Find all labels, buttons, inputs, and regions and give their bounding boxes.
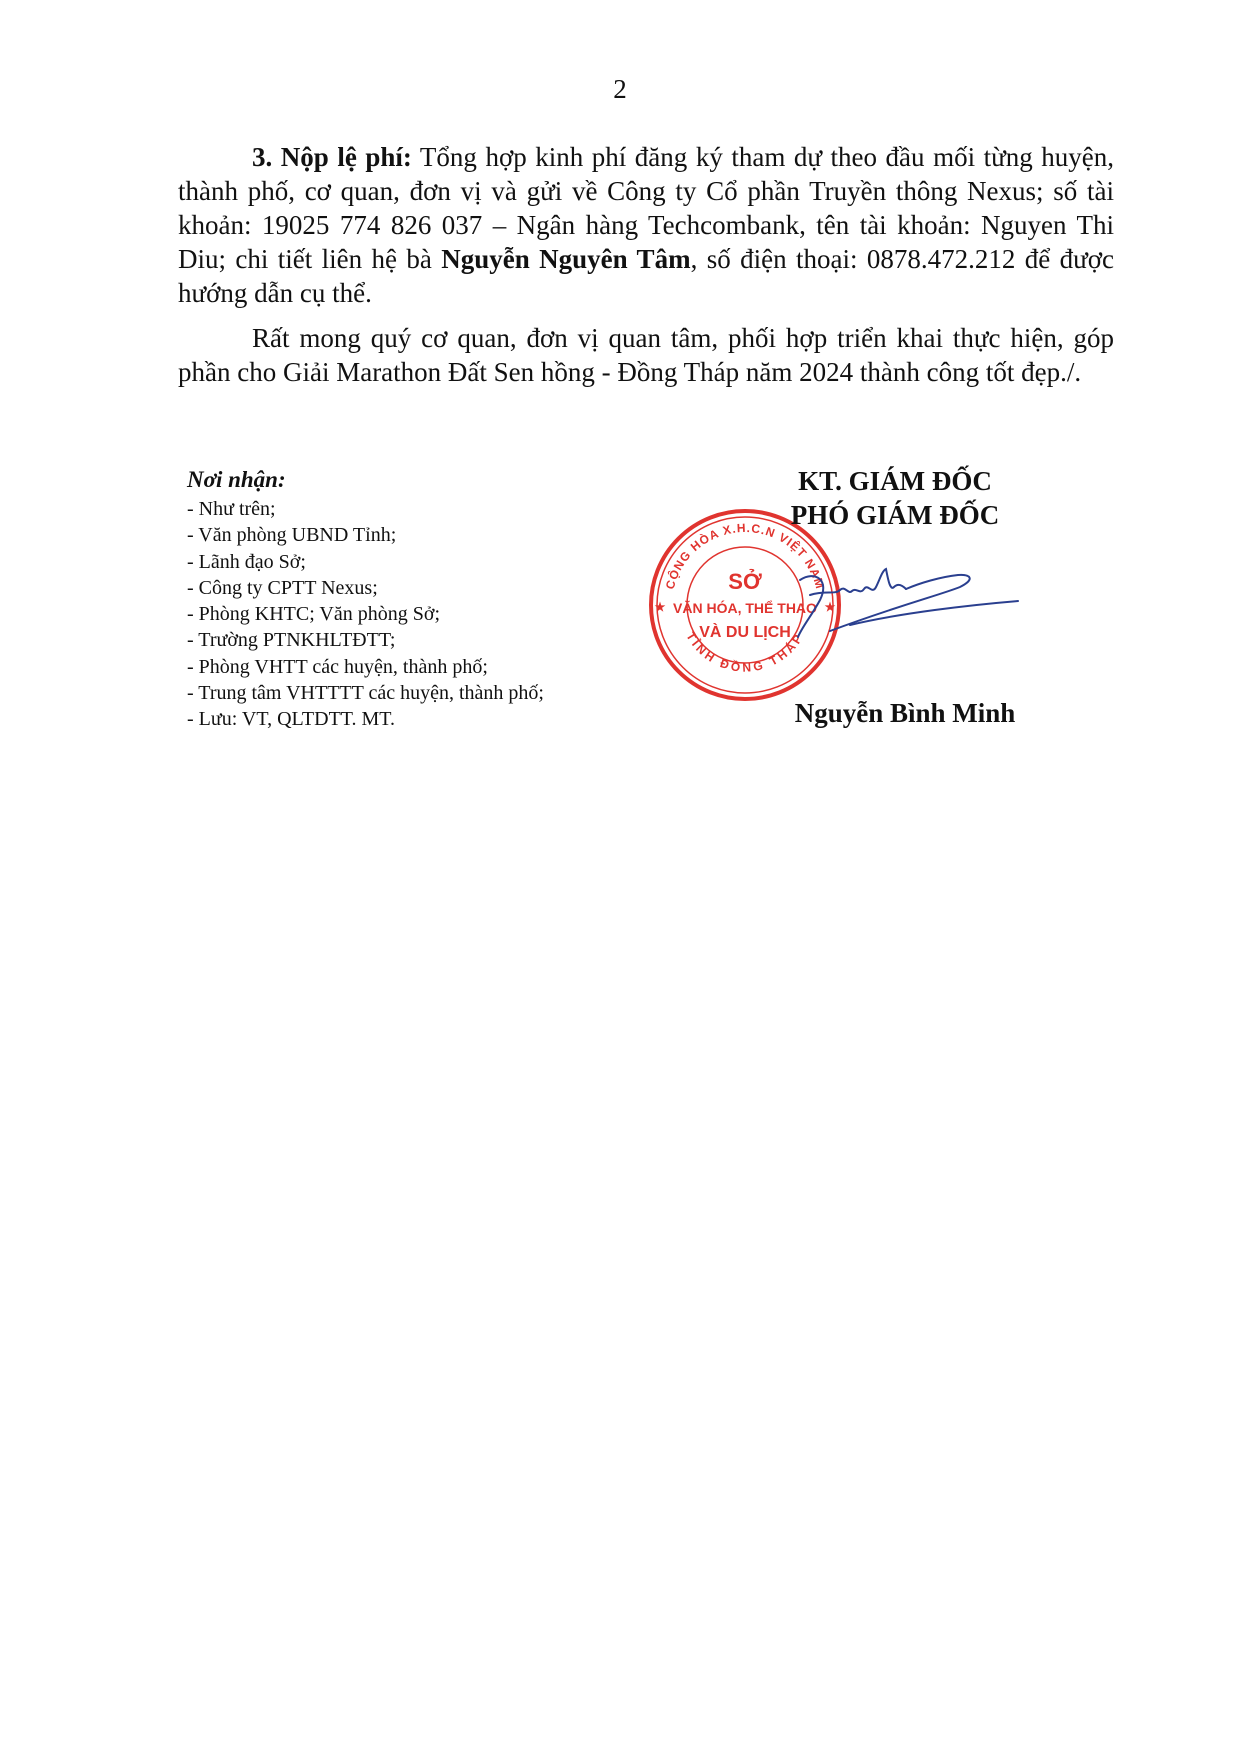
recipient-item: - Trường PTNKHLTĐTT; xyxy=(187,629,396,652)
recipient-item: - Công ty CPTT Nexus; xyxy=(187,576,378,599)
seal-star-icon: ★ xyxy=(824,600,836,614)
recipient-item: - Trung tâm VHTTTT các huyện, thành phố; xyxy=(187,682,544,705)
section-3-text-part2: , số điện thoại: 0878.472.212 để được hướng dẫn cụ thể. xyxy=(178,244,1114,308)
handwritten-signature xyxy=(790,565,1020,645)
recipient-item: - Lưu: VT, QLTDTT. MT. xyxy=(187,708,396,731)
fee-payment-paragraph xyxy=(178,140,1114,310)
recipients-block xyxy=(187,466,544,733)
recipient-item: - Phòng VHTT các huyện, thành phố; xyxy=(187,655,488,678)
signer-name: Nguyễn Bình Minh xyxy=(794,698,1016,728)
recipient-item: - Lãnh đạo Sở; xyxy=(187,550,306,573)
seal-center-line3: VÀ DU LỊCH xyxy=(699,624,791,641)
closing-paragraph-block xyxy=(178,321,1114,389)
seal-center-line1: SỞ xyxy=(728,569,762,594)
seal-ring-text: CỘNG HÒA X.H.C.N VIỆT NAM xyxy=(662,520,828,591)
signer-title-line1: KT. GIÁM ĐỐC xyxy=(798,466,992,496)
section-3-heading: 3. Nộp lệ phí: xyxy=(252,142,412,172)
recipients-title: Nơi nhận: xyxy=(187,467,286,492)
seal-center-line2: VĂN HÓA, THỂ THAO xyxy=(673,600,817,616)
recipients-list xyxy=(187,496,544,733)
page-number: 2 xyxy=(613,74,627,104)
signer-title-line2: PHÓ GIÁM ĐỐC xyxy=(790,500,1000,530)
section-3-text-part1: Tổng hợp kinh phí đăng ký tham dự theo đầu mối từng huyện, thành phố, cơ quan, đơn vị và gửi về Công ty Cổ phần Truyền thông Nexus; số tài khoản: 19025 774 826 037 – Ngân hàng Techcombank, tên tài khoản: Nguyen Thi Diu; chi tiết liên hệ bà xyxy=(178,142,1114,274)
recipient-item: - Như trên; xyxy=(187,498,276,520)
signer-block xyxy=(745,464,1045,532)
recipient-item: - Văn phòng UBND Tỉnh; xyxy=(187,524,397,547)
closing-paragraph: Rất mong quý cơ quan, đơn vị quan tâm, phối hợp triển khai thực hiện, góp phần cho Giải Marathon Đất Sen hồng - Đồng Tháp năm 2024 thành công tốt đẹp./. xyxy=(178,323,1114,387)
seal-bottom-text: TỈNH ĐỒNG THÁP xyxy=(683,629,807,675)
seal-star-icon: ★ xyxy=(654,600,666,614)
recipient-item: - Phòng KHTC; Văn phòng Sở; xyxy=(187,603,440,626)
contact-name: Nguyễn Nguyên Tâm xyxy=(441,244,691,274)
